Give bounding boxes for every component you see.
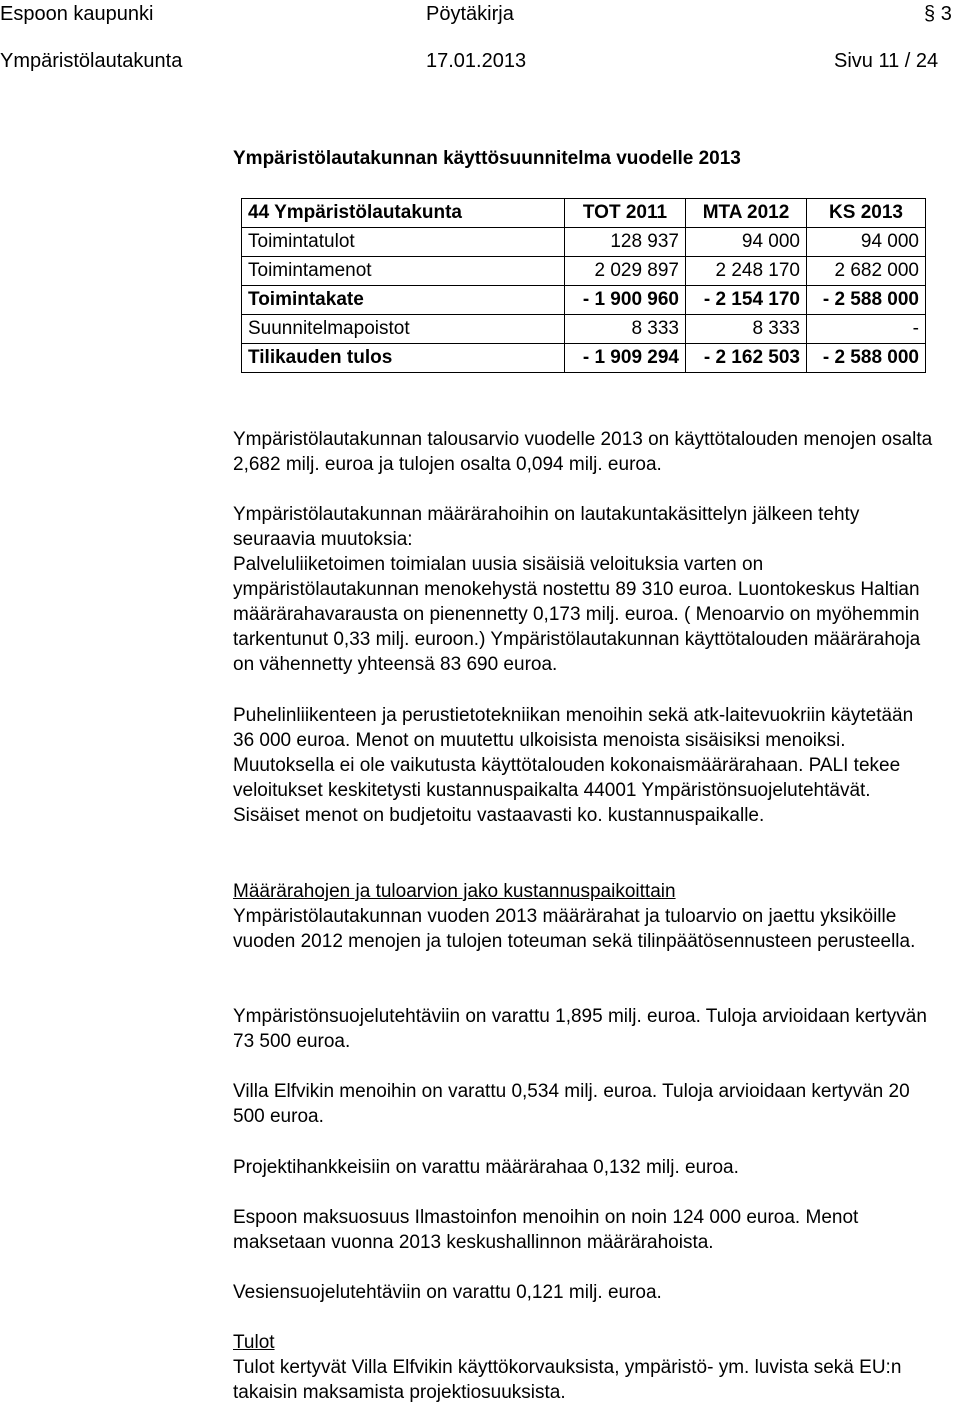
paragraph-text: Puhelinliikenteen ja perustietotekniikan menoihin sekä atk-laitevuokriin käytetään 36 000 euroa. Menot on muutettu ulkoisista menoista sisäisiksi menoiksi. Muutoksella ei ole vaikutusta käyttötalouden kokonaismäärärahaan. PALI tekee veloitukset keskitetysti kustannuspaikalta 44001 Ympäristönsuojelutehtävät. Sisäiset menot on budjetoitu vastaavasti ko. kustannuspaikalle. bbox=[233, 705, 914, 826]
row-label: Toimintakate bbox=[242, 286, 565, 315]
page-number: Sivu 11 / 24 bbox=[834, 50, 939, 72]
table-cell: - 2 588 000 bbox=[807, 286, 926, 315]
paragraph-budget-summary bbox=[233, 427, 933, 477]
paragraph-telecom bbox=[233, 703, 933, 828]
row-label: Suunnitelmapoistot bbox=[242, 315, 565, 344]
section-heading: Tulot bbox=[233, 1332, 275, 1353]
meeting-date: 17.01.2013 bbox=[426, 50, 527, 72]
table-row bbox=[242, 286, 926, 315]
section-heading: Määrärahojen ja tuloarvion jako kustannuspaikoittain bbox=[233, 881, 676, 902]
paragraph-text: Villa Elfvikin menoihin on varattu 0,534 milj. euroa. Tuloja arvioidaan kertyvän 20 500 euroa. bbox=[233, 1081, 910, 1127]
paragraph-text: Ympäristölautakunnan vuoden 2013 määrärahat ja tuloarvio on jaettu yksiköille vuoden 2012 menojen ja tulojen toteuman sekä tilinpäätösennusteen perusteella. bbox=[233, 906, 916, 952]
paragraph-villa-elfvik bbox=[233, 1079, 933, 1129]
table-cell: - 2 588 000 bbox=[807, 344, 926, 373]
table-cell: - 1 909 294 bbox=[565, 344, 686, 373]
table-row bbox=[242, 257, 926, 286]
table-cell: - 2 162 503 bbox=[686, 344, 807, 373]
table-cell: 2 682 000 bbox=[807, 257, 926, 286]
paragraph-water bbox=[233, 1280, 933, 1305]
section-number: § 3 bbox=[924, 3, 952, 25]
board-name: Ympäristölautakunta bbox=[0, 50, 183, 72]
table-header: MTA 2012 bbox=[686, 199, 807, 228]
section-allocation bbox=[233, 879, 933, 954]
table-cell: 2 029 897 bbox=[565, 257, 686, 286]
paragraph-text: Ympäristölautakunnan määrärahoihin on lautakuntakäsittelyn jälkeen tehty seuraavia muutoksia: bbox=[233, 504, 860, 550]
table-row bbox=[242, 315, 926, 344]
table-header: KS 2013 bbox=[807, 199, 926, 228]
paragraph-environment bbox=[233, 1004, 933, 1054]
budget-table bbox=[241, 198, 926, 373]
table-cell: - bbox=[807, 315, 926, 344]
paragraph-text: Palveluliiketoimen toimialan uusia sisäisiä veloituksia varten on ympäristölautakunnan menokehystä nostettu 89 310 euroa. Luontokeskus Haltian määrärahavarausta on pienennetty 0,173 milj. euroa. ( Menoarvio on myöhemmin tarkentunut 0,33 milj. euroon.) Ympäristölautakunnan käyttötalouden määrärahoja on vähennetty yhteensä 83 690 euroa. bbox=[233, 554, 921, 675]
section-value: 3 bbox=[940, 3, 952, 25]
table-cell: 2 248 170 bbox=[686, 257, 807, 286]
row-label: Toimintamenot bbox=[242, 257, 565, 286]
paragraph-text: Vesiensuojelutehtäviin on varattu 0,121 milj. euroa. bbox=[233, 1282, 662, 1303]
paragraph-projects bbox=[233, 1155, 933, 1180]
page-title: Ympäristölautakunnan käyttösuunnitelma vuodelle 2013 bbox=[233, 148, 741, 169]
table-cell: 94 000 bbox=[807, 228, 926, 257]
document-type: Pöytäkirja bbox=[426, 3, 514, 25]
table-cell: - 1 900 960 bbox=[565, 286, 686, 315]
table-cell: 8 333 bbox=[565, 315, 686, 344]
paragraph-text: Ympäristölautakunnan talousarvio vuodelle 2013 on käyttötalouden menojen osalta 2,682 milj. euroa ja tulojen osalta 0,094 milj. euroa. bbox=[233, 429, 933, 475]
paragraph-text: Ympäristönsuojelutehtäviin on varattu 1,895 milj. euroa. Tuloja arvioidaan kertyvän 73 500 euroa. bbox=[233, 1006, 927, 1052]
table-cell: 8 333 bbox=[686, 315, 807, 344]
table-header-row bbox=[242, 199, 926, 228]
table-row bbox=[242, 228, 926, 257]
table-cell: 94 000 bbox=[686, 228, 807, 257]
paragraph-text: Espoon maksuosuus Ilmastoinfon menoihin on noin 124 000 euroa. Menot maksetaan vuonna 2013 keskushallinnon määrärahoista. bbox=[233, 1207, 859, 1253]
table-header: TOT 2011 bbox=[565, 199, 686, 228]
paragraph-text: Tulot kertyvät Villa Elfvikin käyttökorvauksista, ympäristö- ym. luvista sekä EU:n takaisin maksamista projektiosuuksista. bbox=[233, 1357, 902, 1403]
table-cell: 128 937 bbox=[565, 228, 686, 257]
table-row bbox=[242, 344, 926, 373]
table-header: 44 Ympäristölautakunta bbox=[242, 199, 565, 228]
table-cell: - 2 154 170 bbox=[686, 286, 807, 315]
paragraph-changes bbox=[233, 502, 933, 677]
section-income bbox=[233, 1330, 933, 1405]
paragraph-text: Projektihankkeisiin on varattu määrärahaa 0,132 milj. euroa. bbox=[233, 1157, 739, 1178]
row-label: Toimintatulot bbox=[242, 228, 565, 257]
org-name: Espoon kaupunki bbox=[0, 3, 154, 25]
paragraph-ilmastoinfo bbox=[233, 1205, 933, 1255]
row-label: Tilikauden tulos bbox=[242, 344, 565, 373]
